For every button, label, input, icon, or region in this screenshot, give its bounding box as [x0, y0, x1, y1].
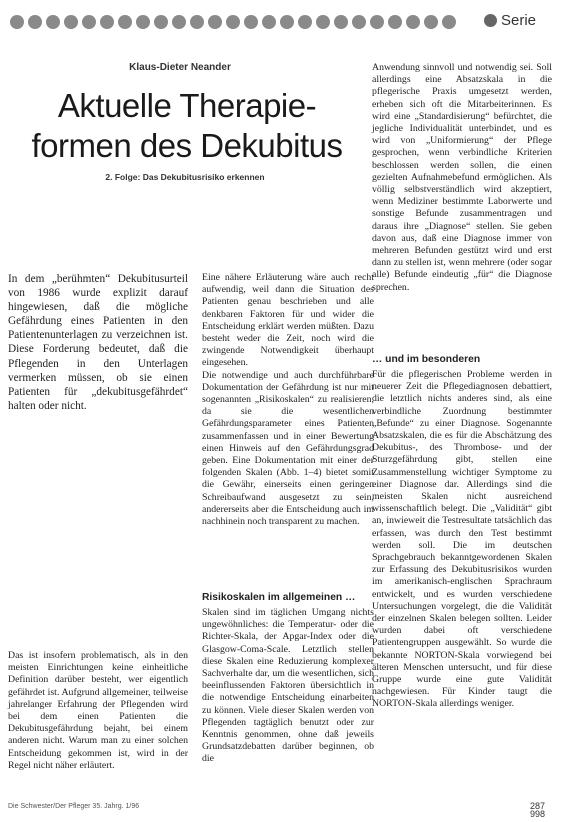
- intro-paragraph: [8, 272, 188, 413]
- section-bullet-icon: [484, 14, 497, 27]
- column-1-lower: [8, 650, 188, 772]
- article-subtitle: 2. Folge: Das Dekubitusrisiko erkennen: [105, 172, 265, 182]
- paragraph: Eine nähere Erläuterung wäre auch recht aufwendig, weil dann die Situation des Patienten genau beschrieben und alle denkbaren Faktoren für und wider die Entscheidung erklärt werden müßten. Dazu besteht weder die Zeit, noch wird die zwingende Notwendigkeit überhaupt eingesehen.: [202, 272, 374, 369]
- article-author: Klaus-Dieter Neander: [129, 62, 231, 73]
- column-2-lower: [202, 592, 374, 766]
- section-heading-risk-scales: Risikoskalen im allgemeinen …: [202, 592, 356, 603]
- title-line-2: formen des Dekubitus: [31, 127, 343, 164]
- column-2-upper: [202, 272, 374, 528]
- section-label-text: Serie: [501, 12, 537, 29]
- page-number-old: 287: [530, 801, 546, 811]
- column-3-lower: [372, 354, 552, 711]
- publication-footer: Die Schwester/Der Pfleger 35. Jahrg. 1/96: [8, 803, 140, 810]
- column-3-upper: [372, 62, 552, 294]
- paragraph: Das ist insofern problematisch, als in den meisten Einrichtungen keine einheitliche Definition darüber besteht, wer eigentlich gefährdet ist. Aufgrund allgemeiner, teilweise jahrelanger Erfahrung der Pflegenden wird bei dem einen Patienten die Dekubitusgefährdung bejaht, bei einem anderen nicht. Warum man zu einer solchen Entscheidung gekommen ist, wird in der Regel nicht näher erläutert.: [8, 650, 188, 771]
- intro-text: In dem „berühmten“ Dekubitusurteil von 1986 wurde explizit darauf hingewiesen, daß die mögliche Gefährdung eines Patienten in den Patientenunterlagen zu verzeichnen ist. Diese Forderung bedeutet, daß die Pflegenden in den Unterlagen vermerken müssen, ob sie einen Patienten für „dekubitusgefährdet“ halten oder nicht.: [8, 273, 188, 412]
- title-line-1: Aktuelle Therapie-: [57, 87, 317, 124]
- paragraph: Die notwendige und auch durchführbare Dokumentation der Gefährdung ist nur mit sogenannten „Risikoskalen“ zu realisieren, da sie die wesentlichen Gefährdungsparameter eines Patienten zusammenfassen und in einer Bewertung einen Hinweis auf den Gefährdungsgrad geben. Eine Dokumentation mit einer der folgenden Skalen (Abb. 1–4) bietet somit die Gewähr, einerseits einen geringen Schreibaufwand ausgesetzt zu sein, andererseits aber die Entscheidung auch im nachhinein noch transparent zu machen.: [202, 369, 374, 528]
- paragraph: Skalen sind im täglichen Umgang nichts ungewöhnliches: die Temperatur- oder die Richter-Skala, der Apgar-Index oder die Glasgow-Coma-Scale. Letztlich stellen diese Skalen eine Reduzierung komplexer Sachverhalte dar, um die wesentlichen, sich beeinflussenden Faktoren übersichtlich in die notwendige Entscheidung einarbeiten zu können. Viele dieser Skalen werden von Pflegenden tagtäglich benutzt oder zur Kenntnis genommen, ohne daß jeweils Grundsatzdebatten darüber beginnen, ob die: [202, 607, 374, 765]
- decorative-dot-bar: [8, 12, 460, 32]
- paragraph: Anwendung sinnvoll und notwendig sei. Soll allerdings eine Absatzskala in die pflegerische Praxis umgesetzt werden, erheben sich oft die Mitarbeiterinnen. Es wird eine „Standardisierung“ befürchtet, die jegliche Individualität unterbindet, und es wird von „Uniformierung“ der Pflege gesprochen, wenn verbindliche Kriterien beschlossen werden sollen, die einen gezielten Aufnahmebefund ermöglichen. Als völlig selbstverständlich wird akzeptiert, wenn Mediziner bestimmte Laborwerte und sonstige Befunde zusammentragen und daraus ihre „Diagnose“ stellen. Sie geben davon aus, daß eine Diagnose immer von mehreren Befunden gestützt wird und erst dann zu stellen ist, wenn mehrere (oder sogar alle) Befunde eindeutig „für“ die Diagnose sprechen.: [372, 62, 552, 293]
- paragraph: Für die pflegerischen Probleme werden in neuerer Zeit die Pflegediagnosen debattiert, die letztlich nichts anderes sind, als eine verbindliche Zuordnung bestimmter „Befunde“ zu einer Diagnose. Sogenannte Absatzskalen, die es für die Abschätzung des Dekubitus-, des Thrombose- und der Sturzgefährdung gibt, stellen eine Zusammenstellung wichtiger Symptome zu einer Diagnose dar. Allerdings sind die meisten Skalen nicht ausreichend wissenschaftlich belegt. Die „Validität“ gibt an, inwieweit die Testresultate tatsächlich das erfassen, was durch den Test bestimmt werden soll. Die im deutschen Sprachgebrauch bekanntgewordenen Skalen zur Erfassung des Dekubitusrisikos wurden im amerikanisch-englischen Sprachraum entwickelt, und es wurden verschiedene Untersuchungen vorgelegt, die die Validität der einzelnen Skalen belegen sollten. Leider wurden dabei oft verschiedene Patientengruppen ausgewählt. So wurde die bekannte NORTON-Skala vorwiegend bei älteren Menschen untersucht, und für diese Gruppe wurde eine gute Validität nachgewiesen. Für Kinder taugt die NORTON-Skala allerdings weniger.: [372, 369, 552, 710]
- section-heading-special: … und im besonderen: [372, 354, 481, 365]
- article-title: [26, 86, 348, 166]
- page-number: [530, 802, 545, 818]
- page-number-new: 998: [530, 809, 546, 819]
- section-label: [484, 12, 536, 29]
